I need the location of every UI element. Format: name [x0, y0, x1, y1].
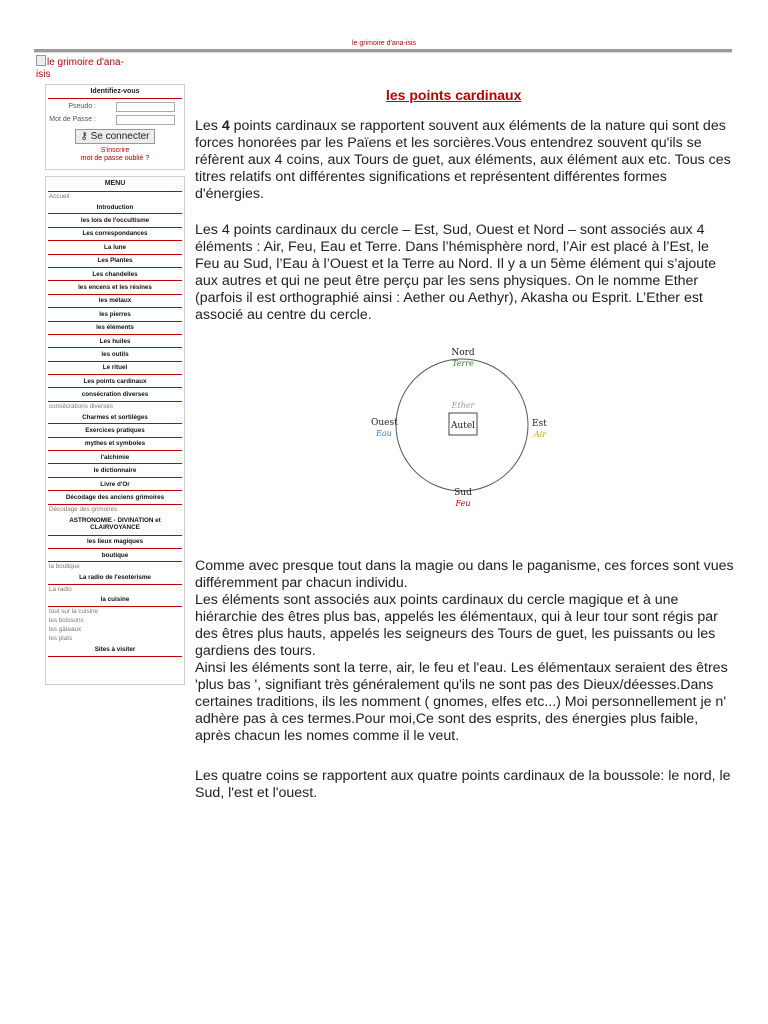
paragraph-elements: Les 4 points cardinaux du cercle – Est, Sud, Ouest et Nord – sont associés aux 4 éléments : Air, Feu, Eau et Terre. Dans l’hémisphère nord, l’Air est placé à l’Est, le Feu au Sud, l’Eau à l’Ouest et la Terre au Nord. Il y a un 5ème élément qui s’ajoute aux autres et qui ne peut être perçu par les sens physiques. On le nomme Ether (parfois il est orthographié ainsi : Aether ou Aethyr), Akasha ou Esprit. L’Ether est associé au centre du cercle.	[195, 222, 717, 323]
top-divider	[34, 49, 732, 53]
site-logo[interactable]	[36, 55, 126, 81]
paragraph-hierarchy	[195, 558, 735, 745]
menu-title: MENU	[48, 177, 182, 192]
hierarchy-line-1: Comme avec presque tout dans la magie ou dans le paganisme, ces forces sont vues différemment par chacun individu.	[195, 558, 734, 591]
menu-box	[45, 176, 185, 685]
connect-button-label: Se connecter	[90, 131, 150, 142]
site-top-title[interactable]: le grimoire d'ana-isis	[352, 40, 416, 47]
menu-item[interactable]: Les points cardinaux	[48, 375, 182, 388]
menu-category[interactable]: Accueil	[49, 193, 70, 200]
menu-item[interactable]: les lois de l'occultisme	[48, 214, 182, 227]
paragraph-compass: Les quatre coins se rapportent aux quatre points cardinaux de la boussole: le nord, le Sud, l'est et l'ouest.	[195, 768, 731, 801]
menu-item[interactable]: Les Plantes	[48, 255, 182, 268]
menu-category[interactable]: les plats	[49, 635, 73, 643]
menu-item[interactable]: l'alchimie	[48, 451, 182, 464]
menu-category[interactable]: les boissons	[49, 617, 84, 625]
menu-list	[46, 192, 184, 657]
south-label: Sud	[454, 488, 472, 498]
menu-item[interactable]: Les huiles	[48, 335, 182, 348]
intro-bold-number: 4	[221, 118, 230, 134]
menu-category[interactable]: les gâteaux	[49, 626, 82, 634]
hierarchy-line-2: Les éléments sont associés aux points cardinaux du cercle magique et à une hiérarchie des êtres plus bas, appelés les élémentaux, qui à leur tour sont régis par des êtres plus hauts, appelés les seigneurs des Tours de guet, les puissants ou les gardiens des tours.	[195, 592, 718, 659]
menu-item[interactable]: consécration diverses	[48, 388, 182, 401]
login-title: Identifiez-vous	[48, 85, 182, 99]
forgot-password-link[interactable]: mot de passe oublié ?	[80, 155, 150, 162]
menu-item[interactable]: Sites à visiter	[48, 643, 182, 656]
menu-item[interactable]: les encens et les résines	[48, 281, 182, 294]
menu-item[interactable]: les pierres	[48, 308, 182, 321]
west-element-label: Eau	[376, 429, 392, 438]
password-row	[46, 115, 184, 127]
menu-item[interactable]: les lieux magiques	[48, 536, 182, 549]
north-element-label: Terre	[452, 359, 474, 368]
menu-item[interactable]: La radio de l'esotérisme	[48, 571, 182, 584]
menu-category[interactable]: la boutique	[49, 563, 80, 571]
south-element-label: Feu	[455, 499, 471, 508]
menu-item[interactable]: les outils	[48, 348, 182, 361]
menu-category[interactable]: La radio	[49, 585, 72, 593]
pseudo-label: Pseudo :	[68, 103, 96, 110]
menu-item[interactable]: ASTRONOMIE - DIVINATION et CLAIRVOYANCE	[48, 514, 182, 536]
menu-item[interactable]: Le rituel	[48, 362, 182, 375]
pseudo-input[interactable]	[116, 102, 175, 112]
page-title: les points cardinaux	[386, 87, 522, 103]
hierarchy-line-3: Ainsi les éléments sont la terre, air, le feu et l'eau. Les élémentaux seraient des êtres 'plus bas ', signifiant très généralement qu'ils ne sont pas des Dieux/déesses.Dans certaines traditions, ils les nomment ( gnomes, elfes etc...) Moi personnellement je n' adhère pas à ces termes.Pour moi,Ce sont des esprits, des énergies plus faible, après chacun les nomes comme il le veut.	[195, 660, 728, 744]
connect-button[interactable]	[75, 129, 155, 144]
east-element-label: Air	[534, 430, 547, 439]
menu-item[interactable]: Les chandelles	[48, 268, 182, 281]
menu-item[interactable]: le dictionnaire	[48, 464, 182, 477]
broken-image-icon	[36, 55, 46, 66]
menu-item[interactable]: Charmes et sortilèges	[48, 411, 182, 424]
paragraph-intro	[195, 118, 735, 203]
menu-item[interactable]: mythes et symboles	[48, 438, 182, 451]
menu-item[interactable]: Introduction	[48, 201, 182, 214]
ether-label: Ether	[451, 401, 475, 410]
menu-category[interactable]: Décodage des grimoires	[49, 505, 118, 513]
menu-item[interactable]: les métaux	[48, 295, 182, 308]
altar-label: Autel	[450, 421, 476, 431]
cardinal-points-diagram	[365, 345, 555, 515]
login-box	[45, 84, 185, 170]
menu-category[interactable]: tout sur la cuisine	[49, 608, 99, 616]
menu-item[interactable]: Les correspondances	[48, 228, 182, 241]
menu-item[interactable]: les éléments	[48, 322, 182, 335]
menu-item[interactable]: Livre d'Or	[48, 478, 182, 491]
logo-alt-text: le grimoire d'ana-isis	[36, 57, 124, 80]
intro-rest: points cardinaux se rapportent souvent aux éléments de la nature qui sont des forces honorées par les Païens et les sorcières.Vous entendrez souvent qu'ils se réfèrent aux 4 coins, aux Tours de guet, aux éléments, aux élément aux etc. Tous ces titres relatifs ont différentes significations et représentent différentes formes d'énergies.	[195, 118, 731, 202]
password-label: Mot de Passe :	[49, 116, 96, 123]
menu-category[interactable]: consécrations diverses	[49, 402, 114, 410]
west-label: Ouest	[371, 418, 398, 428]
register-link[interactable]: S'inscrire	[100, 147, 130, 154]
menu-item[interactable]: Exercices pratiques	[48, 424, 182, 437]
key-icon: ⚷	[80, 131, 91, 142]
menu-item[interactable]: La lune	[48, 241, 182, 254]
password-input[interactable]	[116, 115, 175, 125]
menu-item[interactable]: boutique	[48, 549, 182, 562]
pseudo-row	[46, 102, 184, 114]
north-label: Nord	[451, 348, 475, 358]
east-label: Est	[532, 419, 547, 429]
intro-start: Les	[195, 118, 222, 134]
menu-item[interactable]: Décodage des anciens grimoires	[48, 491, 182, 504]
menu-item[interactable]: la cuisine	[48, 594, 182, 607]
